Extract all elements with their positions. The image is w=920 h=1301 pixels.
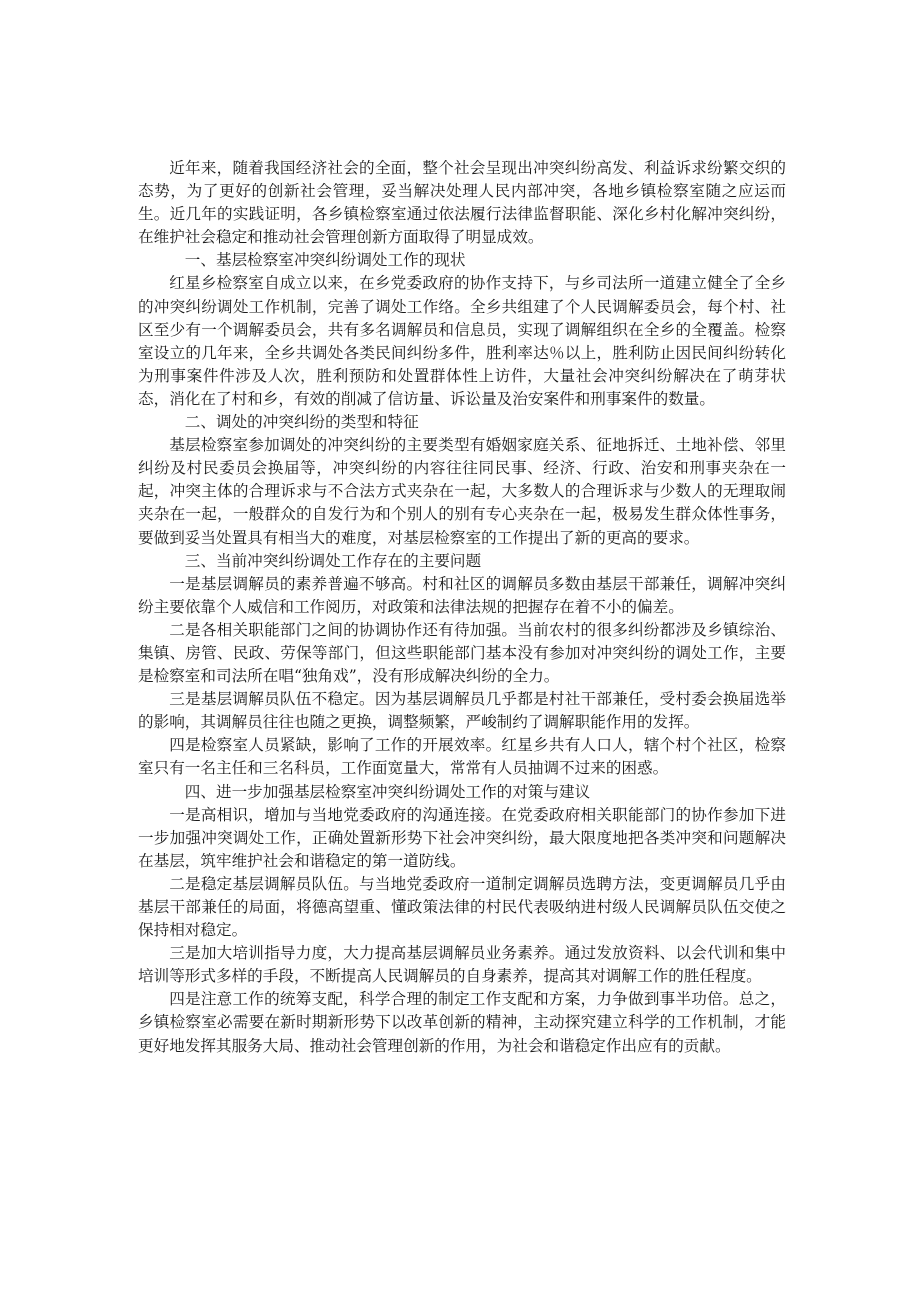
body-paragraph: 三是加大培训指导力度，大力提高基层调解员业务素养。通过发放资料、以会代训和集中培训等形式多样的手段，不断提高人民调解员的自身素养，提高其对调解工作的胜任程度。 <box>138 944 786 986</box>
body-paragraph: 一是基层调解员的素养普遍不够高。村和社区的调解员多数由基层干部兼任，调解冲突纠纷主要依靠个人威信和工作阅历，对政策和法律法规的把握存在着不小的偏差。 <box>138 574 786 616</box>
body-paragraph: 红星乡检察室自成立以来，在乡党委政府的协作支持下，与乡司法所一道建立健全了全乡的冲突纠纷调处工作机制，完善了调处工作络。全乡共组建了个人民调解委员会，每个村、社区至少有一个调解委员会，共有多名调解员和信息员，实现了调解组织在全乡的全覆盖。检察室设立的几年来，全乡共调处各类民间纠纷多件，胜利率达％以上，胜利防止因民间纠纷转化为刑事案件件涉及人次，胜利预防和处置群体性上访件，大量社会冲突纠纷解决在了萌芽状态，消化在了村和乡，有效的削减了信访量、诉讼量及治安案件和刑事案件的数量。 <box>138 274 786 408</box>
body-paragraph: 三是基层调解员队伍不稳定。因为基层调解员几乎都是村社干部兼任，受村委会换届选举的影响，其调解员往往也随之更换，调整频繁，严峻制约了调解职能作用的发挥。 <box>138 690 786 732</box>
section-heading: 三、当前冲突纠纷调处工作存在的主要问题 <box>184 551 482 570</box>
body-paragraph: 二是各相关职能部门之间的协调协作还有待加强。当前农村的很多纠纷都涉及乡镇综治、集镇、房管、民政、劳保等部门，但这些职能部门基本没有参加对冲突纠纷的调处工作，主要是检察室和司法所在唱“独角戏”，没有形成解决纠纷的全力。 <box>138 620 786 686</box>
body-paragraph: 二是稳定基层调解员队伍。与当地党委政府一道制定调解员选聘方法，变更调解员几乎由基层干部兼任的局面，将德高望重、懂政策法律的村民代表吸纳进村级人民调解员队伍交使之保持相对稳定。 <box>138 874 786 940</box>
section-heading: 一、基层检察室冲突纠纷调处工作的现状 <box>184 251 466 270</box>
section-heading: 四、进一步加强基层检察室冲突纠纷调处工作的对策与建议 <box>184 782 591 801</box>
body-paragraph: 一是高相识，增加与当地党委政府的沟通连接。在党委政府相关职能部门的协作参加下进一步加强冲突调处工作，正确处置新形势下社会冲突纠纷，最大限度地把各类冲突和问题解决在基层，筑牢维护社会和谐稳定的第一道防线。 <box>138 805 786 870</box>
body-paragraph: 四是注意工作的统筹支配，科学合理的制定工作支配和方案，力争做到事半功倍。总之，乡镇检察室必需要在新时期新形势下以改革创新的精神，主动探究建立科学的工作机制，才能更好地发挥其服务大局、推动社会管理创新的作用，为社会和谐稳定作出应有的贡献。 <box>138 990 786 1055</box>
document-body <box>138 157 786 1058</box>
body-paragraph: 近年来，随着我国经济社会的全面，整个社会呈现出冲突纠纷高发、利益诉求纷繁交织的态势，为了更好的创新社会管理，妥当解决处理人民内部冲突，各地乡镇检察室随之应运而生。近几年的实践证明，各乡镇检察室通过依法履行法律监督职能、深化乡村化解冲突纠纷，在维护社会稳定和推动社会管理创新方面取得了明显成效。 <box>138 159 786 247</box>
body-paragraph: 四是检察室人员紧缺，影响了工作的开展效率。红星乡共有人口人，辖个村个社区，检察室只有一名主任和三名科员，工作面宽量大，常常有人员抽调不过来的困惑。 <box>138 736 786 778</box>
body-paragraph: 基层检察室参加调处的冲突纠纷的主要类型有婚姻家庭关系、征地拆迁、土地补偿、邻里纠纷及村民委员会换届等，冲突纠纷的内容往往同民事、经济、行政、治安和刑事夹杂在一起，冲突主体的合理诉求与不合法方式夹杂在一起，大多数人的合理诉求与少数人的无理取闹夹杂在一起，一般群众的自发行为和个别人的别有专心夹杂在一起，极易发生群众体性事务，要做到妥当处置具有相当大的难度，对基层检察室的工作提出了新的更高的要求。 <box>138 436 786 547</box>
section-heading: 二、调处的冲突纠纷的类型和特征 <box>184 413 419 432</box>
